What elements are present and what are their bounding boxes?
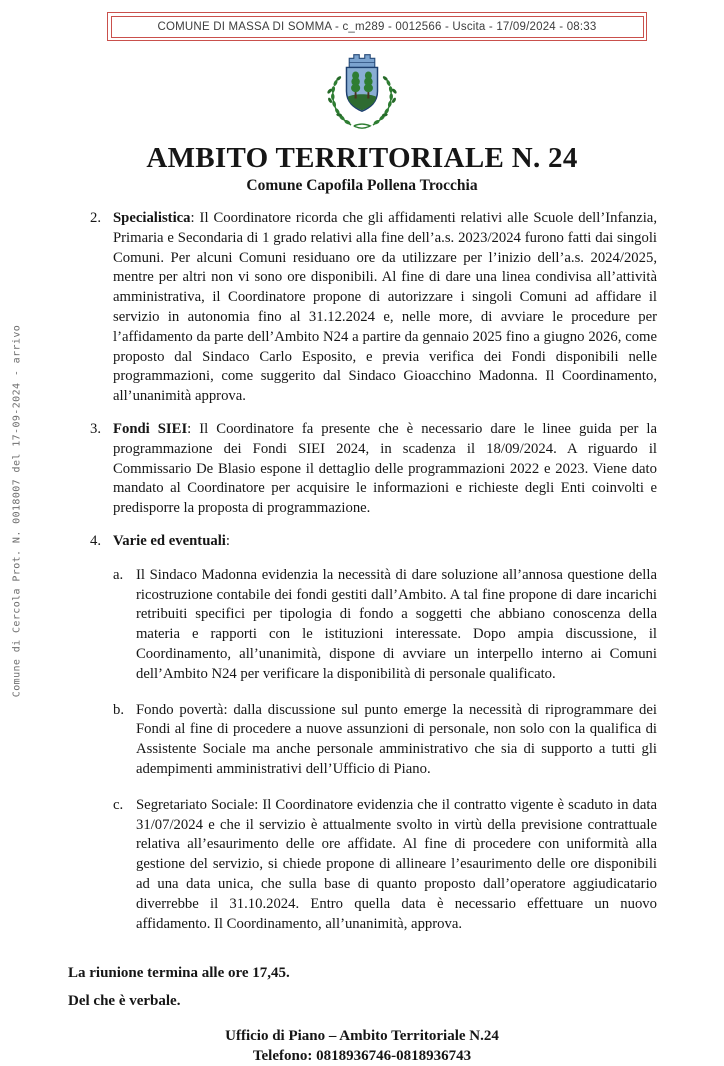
sub-item-letter: c. <box>113 796 124 813</box>
footer-block <box>0 1026 724 1066</box>
footer-phone-line: Telefono: 0818936746-0818936743 <box>252 1048 472 1065</box>
sub-item-a <box>113 566 657 685</box>
agenda-item-body: : Il Coordinatore ricorda che gli affidamenti relativi alle Scuole dell’Infanzia, Primaria e Secondaria di 1 grado relativi alla fine dell’a.s. 2023/2024 furono fatti dai singoli Comuni. Per alcuni Comuni residuano ore da utilizzare per l’inizio dell’a.s. 2024/2025, mentre per altri non vi sono ore disponibili. Al fine di dare una linea condivisa all’attività amministrativa, il Coordinatore propone di autorizzare i singoli Comuni ad affidare il servizio in autonomia fino al 31.12.2024 e, nelle more, di avviare le procedure per l’affidamento da parte dell’Ambito N24 a partire da gennaio 2025 fino a giugno 2026, come proposto dal Sindaco Carlo Esposito, e previa verifica dei Fondi disponibili nelle programmazioni, come suggerito dal Sindaco Gioacchino Madonna. Il Coordinamento, all’unanimità approva. <box>113 210 657 405</box>
agenda-item-text <box>113 420 657 519</box>
protocol-stamp-text: COMUNE DI MASSA DI SOMMA - c_m289 - 0012566 - Uscita - 17/09/2024 - 08:33 <box>111 16 644 38</box>
page-title: AMBITO TERRITORIALE N. 24 <box>146 142 578 174</box>
closing-verbale-line: Del che è verbale. <box>68 993 181 1010</box>
sub-item-letter: b. <box>113 701 125 718</box>
sub-item-b <box>113 701 657 780</box>
agenda-item-text <box>113 532 657 950</box>
agenda-item-2 <box>90 209 657 407</box>
agenda-item-label: Varie ed eventuali <box>113 532 226 549</box>
agenda-item-4 <box>90 532 657 950</box>
sub-item-text: Fondo povertà: dalla discussione sul punto emerge la necessità di riprogrammare dei Fondi al fine di procedere a nuove assunzioni di personale, non solo con la qualifica di Assistente Sociale ma anche personale amministrativo che sia di supporto a tutti gli adempimenti amministrativi dell’Ufficio di Piano. <box>136 701 657 777</box>
agenda-item-number: 2. <box>90 210 102 226</box>
agenda-item-number: 3. <box>90 420 102 437</box>
sub-item-letter: a. <box>113 566 124 583</box>
closing-time-line: La riunione termina alle ore 17,45. <box>68 965 290 982</box>
agenda-item-text <box>113 209 657 407</box>
agenda-item-label: Fondi SIEI <box>113 420 188 437</box>
protocol-stamp-box <box>107 12 647 41</box>
agenda-item-body: : Il Coordinatore fa presente che è necessario dare le linee guida per la programmazione dei Fondi SIEI 2024, in scadenza il 18/09/2024. A riguardo il Commissario De Blasio espone il dettaglio delle programmazioni 2022 e 2023. Viene dato mandato al Coordinatore per acquisire le informazioni e richieste degli Enti coinvolti e predisporre la proposta di programmazione. <box>113 420 657 517</box>
page-subtitle: Comune Capofila Pollena Trocchia <box>246 177 478 194</box>
sub-item-list <box>113 566 657 935</box>
sub-item-c <box>113 796 657 935</box>
agenda-item-heading <box>113 532 657 552</box>
sub-item-text: Segretariato Sociale: Il Coordinatore evidenzia che il contratto vigente è scaduto in data 31/07/2024 e che il servizio è attualmente svolto in virtù della previsione contrattuale relativa all’esaurimento delle ore affidate. Al fine di procedere con uniformità alla gestione del servizio, si chiede propone di allineare l’esaurimento delle ore disponibili ad una data unica, che sulla base di quanto proposto dall’operatore aggiudicatario diverrebbe il 31.10.2024. Entro quella data è necessario effettuare un nuovo affidamento. Il Coordinamento, all’unanimità, approva. <box>136 796 657 932</box>
agenda-item-label: Specialistica <box>113 210 191 226</box>
agenda-list <box>90 209 657 950</box>
footer-office-line: Ufficio di Piano – Ambito Territoriale N.24 <box>225 1028 499 1045</box>
agenda-item-number: 4. <box>90 532 102 549</box>
agenda-item-3 <box>90 420 657 519</box>
agenda-item-body: : <box>225 532 230 549</box>
sub-item-text: Il Sindaco Madonna evidenzia la necessità di dare soluzione all’annosa questione della ricostruzione contabile dei fondi gestiti dall’Ambito. A tal fine propone di dare incarichi retribuiti specifici per tipologia di fondo a soggetti che abbiano conoscenza della materia e rapporti con le istituzioni interessate. Dopo ampia discussione, il Coordinamento, all’unanimità, dispone di avviare un interpello interno ai Comuni dell’Ambito N24 per verificare la disponibilità di personale qualificato. <box>136 566 657 682</box>
side-protocol-stamp-text: Comune di Cercola Prot. N. 0018007 del 17-09-2024 - arrivo <box>11 324 23 698</box>
closing-block <box>68 963 657 1011</box>
municipal-crest-icon <box>316 51 408 135</box>
